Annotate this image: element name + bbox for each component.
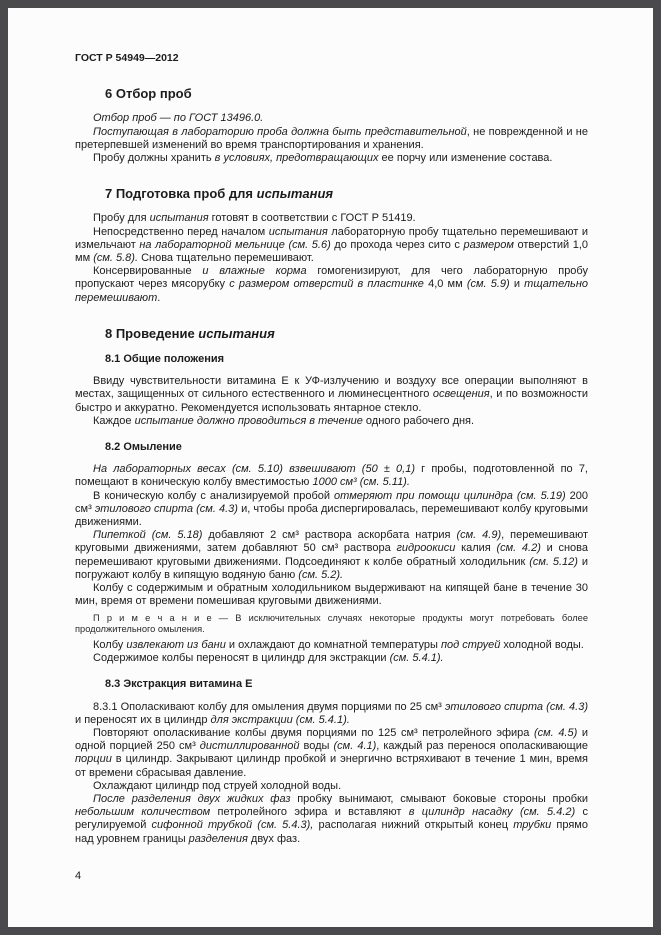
text-run: (см. 4.5) [533, 726, 578, 739]
document-page [8, 8, 653, 927]
text-run: г пробы, подготовленной по 7, помещают в коническую колбу вместимостью [75, 463, 588, 489]
paragraph [75, 463, 588, 489]
text-run: (см. 4.2) [496, 542, 541, 555]
paragraph [75, 152, 588, 165]
text-run: Содержимое колбы переносят в цилиндр для экстракции [93, 652, 390, 665]
text-run: и переносят их в цилиндр [75, 713, 211, 726]
paragraph [75, 375, 588, 415]
text-run: (см. 5.2). [298, 568, 344, 581]
text-run: 8.1 Общие положения [105, 353, 225, 366]
text-run: готовят в соответствии с ГОСТ Р 51419. [208, 212, 416, 225]
text-run: Пипеткой [93, 529, 146, 542]
text-run: Колбу [93, 638, 127, 651]
text-run: Повторяют ополаскивание колбы двумя порциями по 125 см³ петролейного эфира [93, 726, 534, 739]
text-run: (см. 5.4.1). [389, 652, 444, 665]
text-run: 200 см³ [75, 489, 589, 515]
subsection-heading [105, 441, 588, 454]
text-run: . [157, 291, 161, 304]
text-run: небольшим количеством [75, 806, 211, 819]
paragraph [75, 780, 588, 793]
text-run: в условиях, предотвращающих [214, 152, 379, 165]
note [75, 613, 588, 635]
text-run: располагая нижний открытый конец [313, 819, 514, 832]
text-run: Консервированные [93, 265, 203, 278]
text-run: (см. 4.3) [196, 502, 238, 515]
text-run: гомогенизируют, для чего лабораторную пробу пропускают через мясорубку [75, 265, 588, 291]
paragraph [75, 415, 588, 428]
text-run: (см. 5.6) [288, 238, 331, 251]
text-run: 6 Отбор проб [105, 86, 192, 102]
text-run: На лабораторных весах (см. 5.10) взвешивают (50 ± 0,1) [93, 463, 415, 476]
text-run: , перемешивают круговыми движениями, затем добавляют 50 см³ раствора [75, 529, 588, 555]
text-run: и погружают колбу в кипящую водяную баню [75, 555, 589, 581]
text-run: испытания [149, 212, 209, 225]
text-run: для экстракции [210, 713, 293, 726]
text-run: , не поврежденной и не претерпевшей изменений во время транспортирования и хранения. [75, 125, 588, 151]
text-run: отверстий 1,0 мм [75, 238, 588, 265]
document-header: ГОСТ Р 54949—2012 [75, 52, 179, 64]
text-run: на лабораторной мельнице [139, 238, 285, 251]
text-run: воды [299, 740, 334, 753]
paragraph [75, 226, 588, 266]
text-run: 8.3.1 Ополаскивают колбу для омыления двумя порциями по 25 см³ [93, 700, 445, 713]
text-run: (см. 5.4.2) [519, 806, 576, 819]
text-run: (см. 4.1) [333, 740, 377, 753]
section-heading [105, 87, 588, 100]
text-run: Непосредственно перед началом [93, 225, 269, 238]
text-run: с регулируемой [75, 806, 588, 832]
text-run: с размером отверстий в пластинке [229, 278, 424, 291]
text-run: в цилиндр. Закрывают цилиндр пробкой и энергично встряхивают в течение 1 мин, время от времени сбрасывая давление. [75, 753, 588, 779]
text-run: дистиллированной [199, 740, 300, 753]
text-run: (см. 4.9) [456, 529, 502, 542]
text-run: тщательно перемешивают [75, 278, 588, 304]
text-run: гидроокиси [396, 542, 456, 555]
text-run: холодной воды. [500, 638, 584, 651]
text-run: (см. 5.9) [466, 278, 510, 291]
text-run: П р и м е ч а н и е — В исключительных случаях некоторые продукты могут потребовать более продолжительного омыления. [75, 612, 588, 634]
text-run: В коническую колбу с анализируемой пробой [93, 489, 335, 502]
text-run: и [509, 278, 525, 291]
document-body [75, 87, 588, 846]
paragraph [75, 701, 588, 727]
text-run: (см. 5.8). [93, 252, 139, 265]
text-run: Пробу для [93, 212, 150, 225]
paragraph [75, 652, 588, 665]
text-run: Каждое [93, 414, 135, 427]
text-run: этилового спирта [444, 700, 544, 713]
text-run: двух фаз. [247, 832, 301, 845]
text-run: Отбор проб — по ГОСТ 13496.0. [93, 112, 264, 125]
text-run: (см. 5.12) [529, 555, 578, 568]
page-number: 4 [75, 869, 82, 882]
text-run: (см. 5.4.3), [257, 819, 314, 832]
text-run: одного рабочего дня. [362, 414, 475, 427]
text-run: , и по возможности быстро и аккуратно. Рекомендуется использовать янтарное стекло. [75, 388, 588, 414]
text-run: испытание должно проводиться в течение [134, 414, 363, 427]
paragraph [75, 112, 588, 125]
text-run: 8.2 Омыление [105, 441, 182, 454]
text-run: Пробу должны хранить [93, 152, 215, 165]
text-run: 8 Проведение [105, 325, 199, 341]
paragraph [75, 582, 588, 608]
paragraph [75, 490, 588, 530]
text-run: Колбу с содержимым и обратным холодильником выдерживают на кипящей бане в течение 30 мин, время от времени помешивая круговыми движениями. [75, 582, 588, 608]
text-run: (см. 4.3) [546, 700, 588, 713]
text-run [513, 806, 520, 818]
section-heading [105, 187, 588, 200]
text-run: добавляют 2 см³ раствора аскорбата натрия [202, 529, 457, 542]
text-run: 7 Подготовка проб для [105, 186, 257, 202]
text-run: (см. 5.18) [151, 529, 203, 542]
text-run: Охлаждают цилиндр под струей холодной воды. [93, 779, 342, 792]
text-run: и снова перемешивают круговыми движениями. Подсоединяют к колбе обратный холодильник [75, 542, 588, 568]
text-run: в цилиндр насадку [408, 806, 513, 819]
text-run: испытания [268, 225, 328, 238]
text-run: этилового спирта [94, 502, 193, 515]
text-run: пробку вынимают, смывают боковые стороны пробки [290, 792, 588, 805]
text-run: , каждый раз перенося ополаскивающие [376, 740, 588, 753]
paragraph [75, 793, 588, 846]
text-run: и, чтобы проба диспергировалась, перемешивают колбу круговыми движениями. [75, 502, 588, 529]
text-run: 1000 см³ (см. 5.11). [312, 476, 410, 489]
paragraph [75, 265, 588, 305]
text-run: петролейного эфира и вставляют [210, 806, 409, 819]
text-run: порции [75, 753, 112, 766]
text-run: 4,0 мм [423, 278, 467, 291]
text-run: испытания [256, 186, 334, 202]
text-run: калия [455, 542, 497, 555]
text-run: 8.3 Экстракция витамина Е [105, 678, 253, 691]
text-run: ее порчу или изменение состава. [378, 152, 553, 165]
text-run: Снова тщательно перемешивают. [138, 252, 314, 265]
section-heading [105, 327, 588, 340]
text-run: и одной порцией 250 см³ [75, 726, 589, 753]
text-run: (см. 5.4.1). [295, 713, 350, 726]
text-run: испытания [198, 325, 275, 341]
paragraph [75, 212, 588, 225]
text-run: трубки [513, 819, 552, 832]
text-run: отмеряют при помощи цилиндра (см. 5.19) [334, 489, 566, 502]
paragraph [75, 529, 588, 582]
subsection-heading [105, 678, 588, 691]
subsection-heading [105, 353, 588, 366]
text-run: прямо над уровнем границы [75, 819, 588, 845]
paragraph [75, 126, 588, 152]
text-run: извлекают из бани [126, 638, 226, 651]
text-run: разделения [188, 832, 248, 845]
text-run: Ввиду чувствительности витамина Е к УФ-излучению и воздуху все операции выполняют в местах, защищенных от сильного естественного и люминесцентного [75, 375, 588, 401]
text-run: под струей [440, 638, 501, 651]
text-run: сифонной трубкой [151, 819, 253, 832]
text-run: до прохода через сито с [330, 238, 464, 251]
text-run: и охлаждают до комнатной температуры [225, 638, 441, 651]
paragraph [75, 727, 588, 780]
text-run: и влажные корма [202, 265, 307, 278]
text-run: После разделения двух жидких фаз [93, 792, 291, 805]
text-run: лабораторную пробу тщательно перемешивают и измельчают [75, 225, 588, 251]
paragraph [75, 639, 588, 652]
text-run: Поступающая в лабораторию проба должна быть представительной [93, 125, 467, 138]
text-run: размером [463, 238, 514, 251]
text-run: освещения [432, 388, 490, 401]
